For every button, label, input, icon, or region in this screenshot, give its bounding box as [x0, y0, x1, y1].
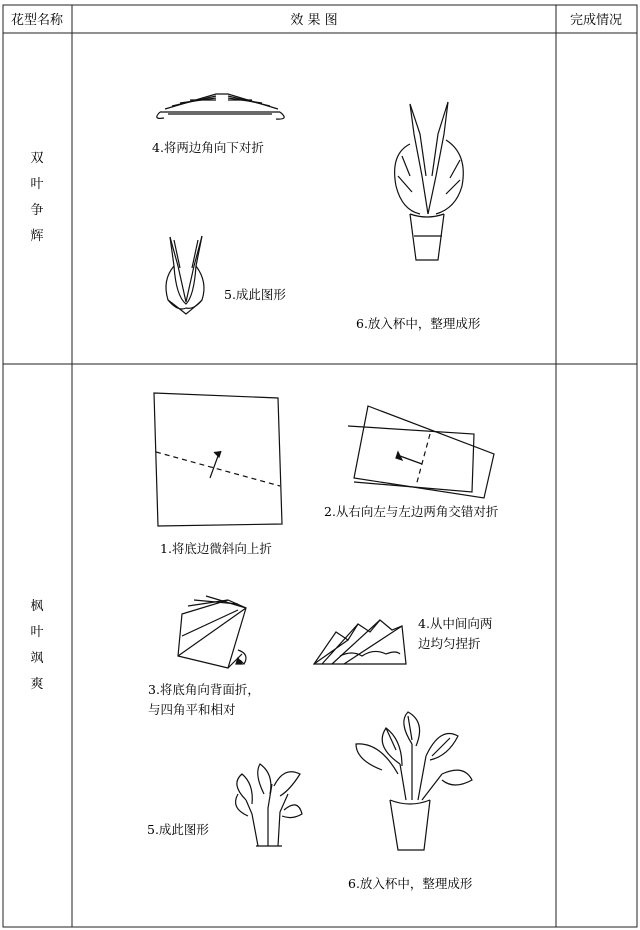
fold-step-5-illustration — [166, 236, 204, 314]
row2-step-4-caption-line2: 边均匀捏折 — [418, 636, 481, 651]
table-grid — [3, 5, 637, 927]
row2-step-3-caption-line2: 与四角平和相对 — [148, 702, 236, 717]
row2-name-char: 爽 — [30, 677, 44, 692]
row2-step-6-caption: 6.放入杯中，整理成形 — [348, 876, 473, 891]
row1-flower-name — [30, 151, 43, 244]
row2-name-char: 叶 — [30, 625, 44, 640]
row1-step-5-caption: 5.成此图形 — [224, 287, 286, 302]
row1-name-char: 双 — [30, 151, 44, 166]
header-flower-name: 花型名称 — [10, 13, 64, 28]
row2-name-char: 飒 — [30, 651, 44, 666]
fold-step-6-illustration — [395, 102, 464, 260]
napkin-folding-table — [2, 4, 638, 928]
row1-name-char: 辉 — [30, 229, 44, 244]
row1-name-char: 争 — [30, 203, 44, 218]
header-effect-diagram: 效 果 图 — [290, 13, 338, 28]
row2-step-3-caption-line1: 3.将底角向背面折， — [148, 682, 260, 697]
fold-step-3-illustration — [178, 596, 246, 668]
fold-step-4b-illustration — [314, 620, 406, 664]
row2-step-1-caption: 1.将底边微斜向上折 — [160, 541, 272, 556]
fold-step-5b-illustration — [236, 764, 302, 846]
row1-step-4-caption: 4.将两边角向下对折 — [152, 140, 264, 155]
row1-name-char: 叶 — [30, 177, 44, 192]
header-completion: 完成情况 — [569, 13, 623, 28]
fold-step-6b-illustration — [356, 712, 472, 850]
fold-step-2-illustration — [348, 406, 494, 498]
row2-step-5-caption: 5.成此图形 — [147, 822, 209, 837]
table-drawing — [2, 4, 638, 928]
row2-flower-name — [30, 598, 43, 692]
row2-step-2-caption: 2.从右向左与左边两角交错对折 — [324, 504, 499, 519]
fold-step-1-illustration — [154, 393, 282, 526]
row1-step-6-caption: 6.放入杯中，整理成形 — [356, 316, 481, 331]
row2-step-4-caption-line1: 4.从中间向两 — [418, 616, 493, 631]
row2-name-char: 枫 — [30, 599, 44, 614]
fold-step-4-illustration — [157, 94, 284, 119]
